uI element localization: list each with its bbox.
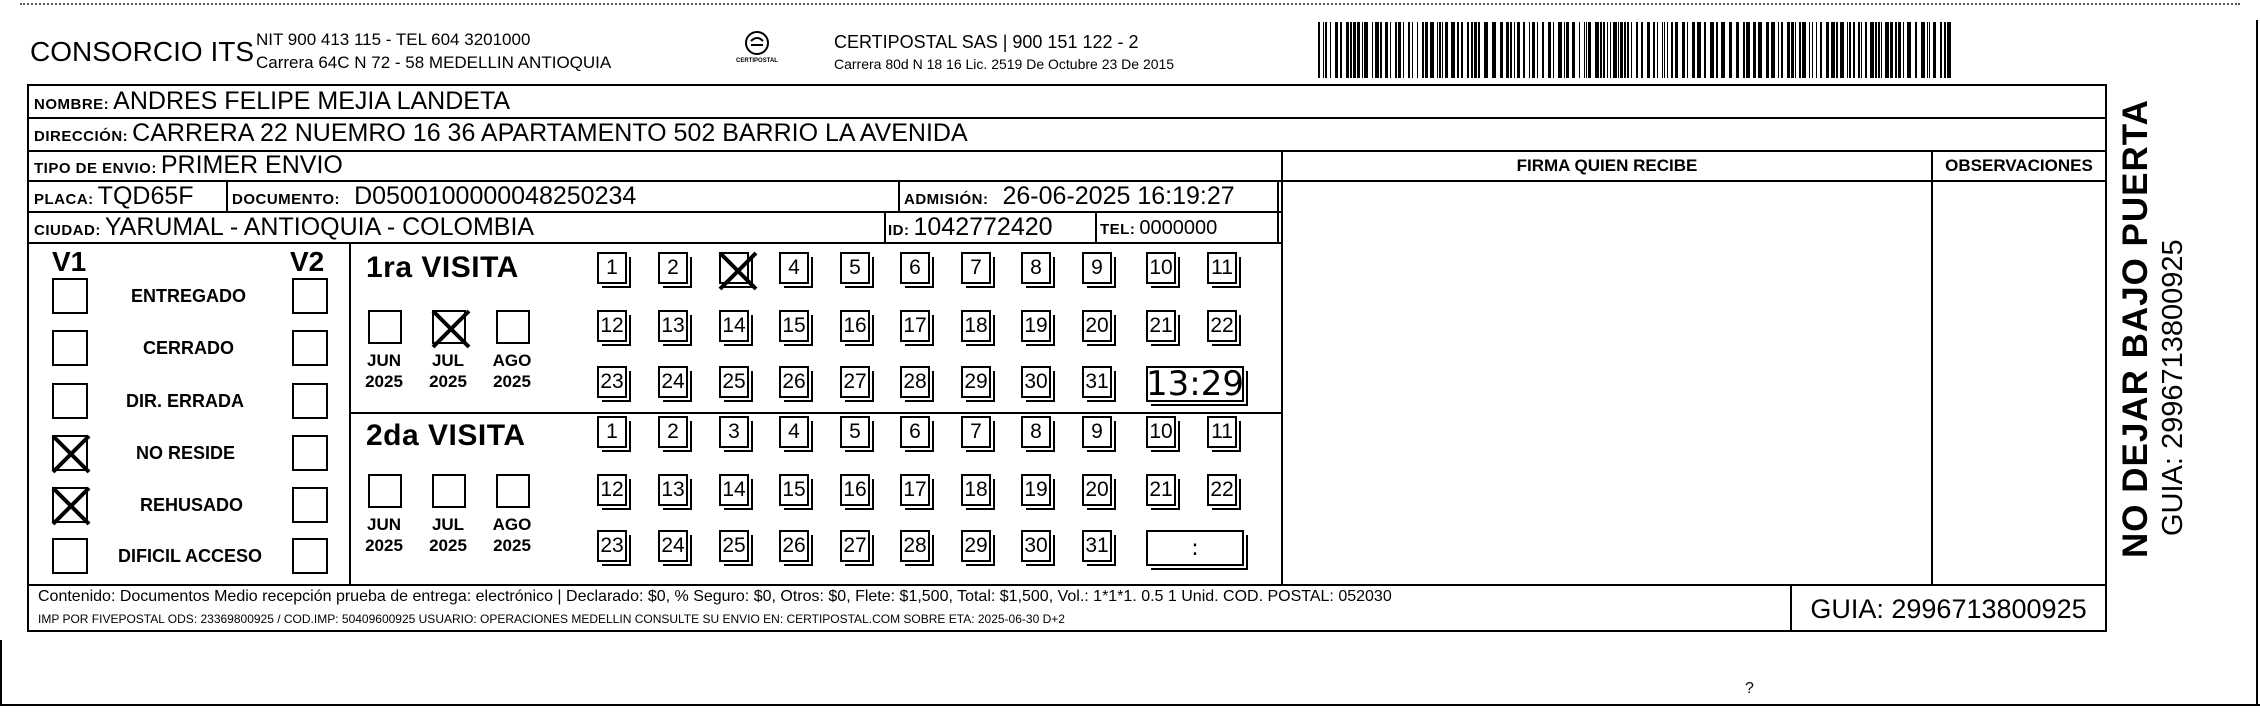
- second-day-box[interactable]: 26: [779, 530, 809, 562]
- second-day-box[interactable]: 2: [658, 416, 688, 448]
- second-month-checkbox[interactable]: [432, 474, 466, 508]
- month-year: 2025: [365, 372, 403, 391]
- month-year: 2025: [429, 536, 467, 555]
- barcode-bar: [1364, 22, 1368, 78]
- second-day-box[interactable]: 15: [779, 474, 809, 506]
- barcode-bar: [1610, 22, 1611, 78]
- v2-checkbox[interactable]: [292, 435, 328, 471]
- barcode-bar: [1437, 22, 1438, 78]
- barcode-bar: [1566, 22, 1569, 78]
- barcode-bar: [1831, 22, 1835, 78]
- first-day-box[interactable]: 21: [1146, 310, 1176, 342]
- second-day-box[interactable]: 10: [1146, 416, 1176, 448]
- barcode-bar: [1478, 22, 1480, 78]
- barcode-bar: [1375, 22, 1379, 78]
- first-day-box[interactable]: 17: [900, 310, 930, 342]
- barcode-bar: [1692, 22, 1695, 78]
- first-day-box[interactable]: [719, 252, 749, 284]
- stray-mark: ?: [1745, 680, 1754, 697]
- tel-value: 0000000: [1139, 217, 1218, 239]
- barcode-bar: [1929, 22, 1930, 78]
- barcode-bar: [1417, 22, 1418, 78]
- first-day-box[interactable]: 23: [597, 366, 627, 398]
- barcode-bar: [1840, 22, 1844, 78]
- barcode-bar: [1500, 22, 1503, 78]
- x-mark-icon: [51, 434, 91, 474]
- second-day-box[interactable]: 11: [1207, 416, 1237, 448]
- observaciones-header: OBSERVACIONES: [1945, 156, 2093, 175]
- admision-value: 26-06-2025 16:19:27: [1002, 182, 1235, 210]
- v1-checkbox[interactable]: [52, 538, 88, 574]
- barcode-bar: [1791, 22, 1794, 78]
- documento-value: D0500100000048250234: [354, 182, 637, 210]
- barcode-bar: [1514, 22, 1515, 78]
- first-day-box[interactable]: 14: [719, 310, 749, 342]
- month-name: JUL: [431, 351, 465, 370]
- barcode-bar: [1603, 22, 1605, 78]
- first-day-box[interactable]: 19: [1021, 310, 1051, 342]
- documento-field: [232, 182, 636, 211]
- second-day-box[interactable]: 28: [900, 530, 930, 562]
- admision-label: ADMISIÓN:: [904, 191, 989, 208]
- barcode-bar: [1799, 22, 1801, 78]
- barcode-bar: [1548, 22, 1551, 78]
- vertical-text: [2116, 98, 2236, 558]
- first-visit-title: 1ra VISITA: [366, 251, 519, 284]
- second-day-box[interactable]: 31: [1082, 530, 1112, 562]
- second-month-label: [484, 514, 540, 556]
- barcode-bar: [1795, 22, 1796, 78]
- left-edge: [0, 640, 2, 704]
- v1-checkbox[interactable]: [52, 278, 88, 314]
- tel-field: [1100, 217, 1217, 240]
- first-day-box[interactable]: 31: [1082, 366, 1112, 398]
- month-name: AGO: [492, 515, 532, 534]
- first-day-box[interactable]: 4: [779, 252, 809, 284]
- imp-line: IMP POR FIVEPOSTAL ODS: 23369800925 / COD.IMP: 50409600925 USUARIO: OPERACIONES MEDELLIN CONSULTE SU ENVIO EN: CERTIPOSTAL.COM SOBRE ETA: 2025-06-30 D+2: [38, 612, 1065, 626]
- second-day-box[interactable]: 8: [1021, 416, 1051, 448]
- barcode-bar: [1836, 22, 1838, 78]
- v1-checkbox[interactable]: [52, 383, 88, 419]
- first-day-box[interactable]: 2: [658, 252, 688, 284]
- barcode-bar: [1721, 22, 1725, 78]
- first-day-box[interactable]: 16: [840, 310, 870, 342]
- second-day-box[interactable]: 24: [658, 530, 688, 562]
- v2-checkbox[interactable]: [292, 278, 328, 314]
- second-day-box[interactable]: 22: [1207, 474, 1237, 506]
- direccion-row: [34, 119, 968, 148]
- first-time-box[interactable]: 13:29: [1146, 364, 1244, 404]
- barcode-bar: [1657, 22, 1658, 78]
- bottom-edge: [0, 704, 2260, 706]
- barcode-bar: [1523, 22, 1525, 78]
- tel-label: TEL:: [1100, 221, 1136, 238]
- tipo-row: [34, 151, 343, 180]
- v1-checkbox[interactable]: [52, 330, 88, 366]
- barcode-bar: [1682, 22, 1685, 78]
- barcode-bar: [1802, 22, 1806, 78]
- barcode-bar: [1940, 22, 1942, 78]
- month-name: JUN: [366, 515, 401, 534]
- second-month-label: [420, 514, 476, 556]
- placa-field: [34, 182, 194, 211]
- barcode-bar: [1403, 22, 1404, 78]
- first-month-checkbox[interactable]: [496, 310, 530, 344]
- carrier-logo: [730, 30, 784, 76]
- barcode-bar: [1809, 22, 1810, 78]
- barcode-bar: [1398, 22, 1401, 78]
- first-month-label: [420, 350, 476, 392]
- first-day-box[interactable]: 20: [1082, 310, 1112, 342]
- barcode-bar: [1595, 22, 1599, 78]
- barcode-bar: [1766, 22, 1769, 78]
- second-day-box[interactable]: 1: [597, 416, 627, 448]
- id-value: 1042772420: [913, 213, 1053, 241]
- barcode-bar: [1451, 22, 1455, 78]
- barcode-bar: [1947, 22, 1951, 78]
- barcode-bar: [1771, 22, 1775, 78]
- barcode-bar: [1537, 22, 1538, 78]
- firma-header: FIRMA QUIEN RECIBE: [1516, 156, 1698, 175]
- first-day-box[interactable]: 7: [961, 252, 991, 284]
- barcode-bar: [1667, 22, 1668, 78]
- first-day-box[interactable]: 5: [840, 252, 870, 284]
- x-mark-icon: [51, 486, 91, 526]
- first-day-box[interactable]: 12: [597, 310, 627, 342]
- status-label: DIR. ERRADA: [126, 391, 245, 411]
- month-name: JUL: [431, 515, 465, 534]
- barcode-bar: [1787, 22, 1790, 78]
- first-month-label: [484, 350, 540, 392]
- barcode-bar: [1579, 22, 1580, 78]
- barcode-bar: [1636, 22, 1638, 78]
- barcode-bar: [1697, 22, 1701, 78]
- documento-label: DOCUMENTO:: [232, 191, 341, 208]
- barcode-bar: [1330, 22, 1331, 78]
- direccion-label: DIRECCIÓN:: [34, 128, 129, 145]
- month-name: JUN: [366, 351, 401, 370]
- v2-checkbox[interactable]: [292, 487, 328, 523]
- admision-field: [904, 182, 1235, 211]
- barcode-bar: [1586, 22, 1587, 78]
- barcode-bar: [1412, 22, 1413, 78]
- barcode-bar: [1743, 22, 1745, 78]
- first-day-box[interactable]: 26: [779, 366, 809, 398]
- first-day-box[interactable]: 25: [719, 366, 749, 398]
- first-month-checkbox[interactable]: [432, 310, 466, 344]
- barcode-bar: [1517, 22, 1520, 78]
- second-day-box[interactable]: 19: [1021, 474, 1051, 506]
- barcode-bar: [1641, 22, 1643, 78]
- ciudad-value: YARUMAL - ANTIOQUIA - COLOMBIA: [104, 213, 535, 241]
- barcode-bar: [1430, 22, 1434, 78]
- barcode-bar: [1600, 22, 1602, 78]
- barcode-bar: [1704, 22, 1706, 78]
- status-label: ENTREGADO: [131, 286, 247, 306]
- barcode-bar: [1826, 22, 1829, 78]
- second-day-box[interactable]: 17: [900, 474, 930, 506]
- guia-footer: GUIA: 2996713800925: [1810, 594, 2087, 624]
- v2-checkbox[interactable]: [292, 330, 328, 366]
- barcode-bar: [1323, 22, 1324, 78]
- tipo-label: TIPO DE ENVIO:: [34, 160, 157, 177]
- barcode-bar: [1858, 22, 1860, 78]
- barcode-bar: [1647, 22, 1650, 78]
- barcode-bar: [1664, 22, 1665, 78]
- nombre-value: ANDRES FELIPE MEJIA LANDETA: [113, 87, 511, 115]
- x-mark-icon: [431, 309, 471, 349]
- first-day-box[interactable]: 15: [779, 310, 809, 342]
- barcode-bar: [1353, 22, 1356, 78]
- barcode-bar: [1572, 22, 1575, 78]
- barcode-bar: [1442, 22, 1443, 78]
- barcode-bar: [1921, 22, 1925, 78]
- barcode-bar: [1729, 22, 1732, 78]
- barcode-bar: [1915, 22, 1917, 78]
- first-day-box[interactable]: 22: [1207, 310, 1237, 342]
- nombre-label: NOMBRE:: [34, 96, 110, 113]
- first-day-box[interactable]: 9: [1082, 252, 1112, 284]
- barcode-bar: [1532, 22, 1535, 78]
- status-label: DIFICIL ACCESO: [118, 546, 263, 566]
- barcode-bar: [1898, 22, 1901, 78]
- first-day-box[interactable]: 11: [1207, 252, 1237, 284]
- nit-line: NIT 900 413 115 - TEL 604 3201000: [256, 30, 531, 49]
- barcode-bar: [1861, 22, 1862, 78]
- second-month-checkbox[interactable]: [368, 474, 402, 508]
- barcode-bar: [1944, 22, 1946, 78]
- barcode-bar: [1408, 22, 1410, 78]
- barcode-bar: [1778, 22, 1779, 78]
- barcode-bar: [1422, 22, 1424, 78]
- barcode-bar: [1903, 22, 1904, 78]
- second-day-box[interactable]: 30: [1021, 530, 1051, 562]
- barcode-bar: [1753, 22, 1756, 78]
- month-year: 2025: [493, 536, 531, 555]
- barcode-bar: [1588, 22, 1591, 78]
- second-day-box[interactable]: 9: [1082, 416, 1112, 448]
- ciudad-label: CIUDAD:: [34, 222, 101, 239]
- barcode-bar: [1461, 22, 1463, 78]
- second-time-box[interactable]: :: [1146, 530, 1244, 566]
- second-day-box[interactable]: 12: [597, 474, 627, 506]
- v1-checkbox[interactable]: [52, 435, 88, 471]
- second-day-box[interactable]: 25: [719, 530, 749, 562]
- placa-label: PLACA:: [34, 191, 94, 208]
- barcode-bar: [1325, 22, 1327, 78]
- tipo-value: PRIMER ENVIO: [160, 151, 343, 179]
- barcode-bar: [1471, 22, 1473, 78]
- month-name: AGO: [492, 351, 532, 370]
- v1-label: V1: [52, 246, 87, 277]
- id-field: [888, 213, 1053, 242]
- status-label: REHUSADO: [140, 495, 244, 515]
- barcode-bar: [1631, 22, 1632, 78]
- barcode-bar: [1564, 22, 1565, 78]
- barcode-bar: [1816, 22, 1817, 78]
- second-day-box[interactable]: 14: [719, 474, 749, 506]
- second-day-box[interactable]: 13: [658, 474, 688, 506]
- first-day-box[interactable]: 30: [1021, 366, 1051, 398]
- barcode-bar: [1558, 22, 1562, 78]
- status-label: CERRADO: [143, 338, 235, 358]
- barcode-bar: [1847, 22, 1848, 78]
- first-month-label: [356, 350, 412, 392]
- barcode-bar: [1895, 22, 1897, 78]
- barcode-bar: [1624, 22, 1626, 78]
- barcode-bar: [1675, 22, 1678, 78]
- barcode-bar: [1542, 22, 1544, 78]
- barcode-bar: [1890, 22, 1893, 78]
- second-month-label: [356, 514, 412, 556]
- barcode-bar: [1853, 22, 1855, 78]
- v2-checkbox[interactable]: [292, 383, 328, 419]
- barcode-bar: [1710, 22, 1714, 78]
- logo-text: CERTIPOSTAL: [736, 58, 778, 64]
- barcode-bar: [1484, 22, 1488, 78]
- barcode-bar: [1849, 22, 1851, 78]
- second-day-box[interactable]: 16: [840, 474, 870, 506]
- second-day-box[interactable]: 3: [719, 416, 749, 448]
- month-year: 2025: [365, 536, 403, 555]
- barcode-bar: [1395, 22, 1397, 78]
- first-month-checkbox[interactable]: [368, 310, 402, 344]
- barcode-bar: [1553, 22, 1554, 78]
- first-day-box[interactable]: 1: [597, 252, 627, 284]
- barcode-bar: [1506, 22, 1509, 78]
- barcode-bar: [1662, 22, 1663, 78]
- barcode-bar: [1492, 22, 1496, 78]
- nombre-row: [34, 87, 510, 116]
- barcode-bar: [1687, 22, 1688, 78]
- barcode-bar: [1865, 22, 1867, 78]
- barcode-bar: [1529, 22, 1530, 78]
- second-day-box[interactable]: 23: [597, 530, 627, 562]
- v2-label: V2: [290, 246, 325, 277]
- barcode-bar: [1613, 22, 1617, 78]
- second-day-box[interactable]: 5: [840, 416, 870, 448]
- barcode-bar: [1474, 22, 1477, 78]
- barcode-bar: [1627, 22, 1629, 78]
- carrier-line: CERTIPOSTAL SAS | 900 151 122 - 2: [834, 32, 1139, 52]
- barcode-bar: [1445, 22, 1448, 78]
- first-day-box[interactable]: 27: [840, 366, 870, 398]
- placa-value: TQD65F: [97, 182, 194, 210]
- barcode-bar: [1618, 22, 1619, 78]
- barcode-bar: [1510, 22, 1512, 78]
- barcode-bar: [1870, 22, 1874, 78]
- x-mark-icon: [718, 251, 758, 291]
- barcode-bar: [1885, 22, 1889, 78]
- second-day-box[interactable]: 21: [1146, 474, 1176, 506]
- second-day-box[interactable]: 7: [961, 416, 991, 448]
- right-edge: [2256, 20, 2258, 704]
- month-year: 2025: [429, 372, 467, 391]
- company-name: CONSORCIO ITS: [30, 36, 255, 67]
- barcode-bar: [1318, 22, 1320, 78]
- second-visit-title: 2da VISITA: [366, 419, 526, 452]
- certipostal-logo-icon: [744, 30, 770, 56]
- v1-checkbox[interactable]: [52, 487, 88, 523]
- company-address: Carrera 64C N 72 - 58 MEDELLIN ANTIOQUIA: [256, 53, 612, 72]
- barcode-bar: [1439, 22, 1441, 78]
- barcode-bar: [1335, 22, 1338, 78]
- id-label: ID:: [888, 222, 910, 239]
- barcode-bar: [1346, 22, 1349, 78]
- barcode-bar: [1620, 22, 1623, 78]
- first-day-box[interactable]: 24: [658, 366, 688, 398]
- barcode-bar: [1357, 22, 1360, 78]
- barcode-bar: [1350, 22, 1352, 78]
- barcode-bar: [1927, 22, 1928, 78]
- v2-checkbox[interactable]: [292, 538, 328, 574]
- barcode-bar: [1781, 22, 1783, 78]
- barcode-bar: [1736, 22, 1739, 78]
- first-day-box[interactable]: 13: [658, 310, 688, 342]
- barcode-bar: [1390, 22, 1391, 78]
- barcode-bar: [1584, 22, 1585, 78]
- barcode-bar: [1457, 22, 1459, 78]
- first-day-box[interactable]: 6: [900, 252, 930, 284]
- carrier-address: Carrera 80d N 18 16 Lic. 2519 De Octubre 23 De 2015: [834, 56, 1175, 72]
- first-day-box[interactable]: 10: [1146, 252, 1176, 284]
- second-day-box[interactable]: 4: [779, 416, 809, 448]
- barcode-bar: [1340, 22, 1342, 78]
- status-label: NO RESIDE: [136, 443, 236, 463]
- barcode: [1318, 22, 1954, 78]
- scan-edge: [20, 3, 2240, 9]
- second-day-box[interactable]: 27: [840, 530, 870, 562]
- first-day-box[interactable]: 28: [900, 366, 930, 398]
- barcode-bar: [1372, 22, 1373, 78]
- second-day-box[interactable]: 18: [961, 474, 991, 506]
- first-day-box[interactable]: 29: [961, 366, 991, 398]
- ciudad-field: [34, 213, 534, 242]
- barcode-bar: [1878, 22, 1880, 78]
- contenido-line: Contenido: Documentos Medio recepción prueba de entrega: electrónico | Declarado: $0, % Seguro: $0, Otros: $0, Flete: $1,500, Total: $1,500, Vol.: 1*1*1. 0.5 1 Unid. COD. POSTAL: 052030: [38, 588, 1392, 605]
- barcode-bar: [1746, 22, 1750, 78]
- second-day-box[interactable]: 20: [1082, 474, 1112, 506]
- barcode-bar: [1907, 22, 1911, 78]
- second-day-box[interactable]: 6: [900, 416, 930, 448]
- vertical-guia: GUIA: 2996713800925: [2157, 239, 2189, 536]
- barcode-bar: [1820, 22, 1822, 78]
- month-year: 2025: [493, 372, 531, 391]
- barcode-bar: [1671, 22, 1673, 78]
- barcode-bar: [1607, 22, 1608, 78]
- barcode-bar: [1875, 22, 1877, 78]
- first-day-box[interactable]: 18: [961, 310, 991, 342]
- barcode-bar: [1933, 22, 1936, 78]
- second-month-checkbox[interactable]: [496, 474, 530, 508]
- barcode-bar: [1385, 22, 1388, 78]
- barcode-bar: [1653, 22, 1655, 78]
- barcode-bar: [1812, 22, 1813, 78]
- barcode-bar: [1425, 22, 1428, 78]
- barcode-bar: [1467, 22, 1469, 78]
- barcode-bar: [1362, 22, 1363, 78]
- first-day-box[interactable]: 8: [1021, 252, 1051, 284]
- direccion-value: CARRERA 22 NUEMRO 16 36 APARTAMENTO 502 BARRIO LA AVENIDA: [132, 119, 968, 147]
- no-dejar-label: NO DEJAR BAJO PUERTA: [2116, 99, 2155, 558]
- second-day-box[interactable]: 29: [961, 530, 991, 562]
- barcode-bar: [1758, 22, 1762, 78]
- barcode-bar: [1881, 22, 1882, 78]
- barcode-bar: [1380, 22, 1382, 78]
- barcode-bar: [1716, 22, 1718, 78]
